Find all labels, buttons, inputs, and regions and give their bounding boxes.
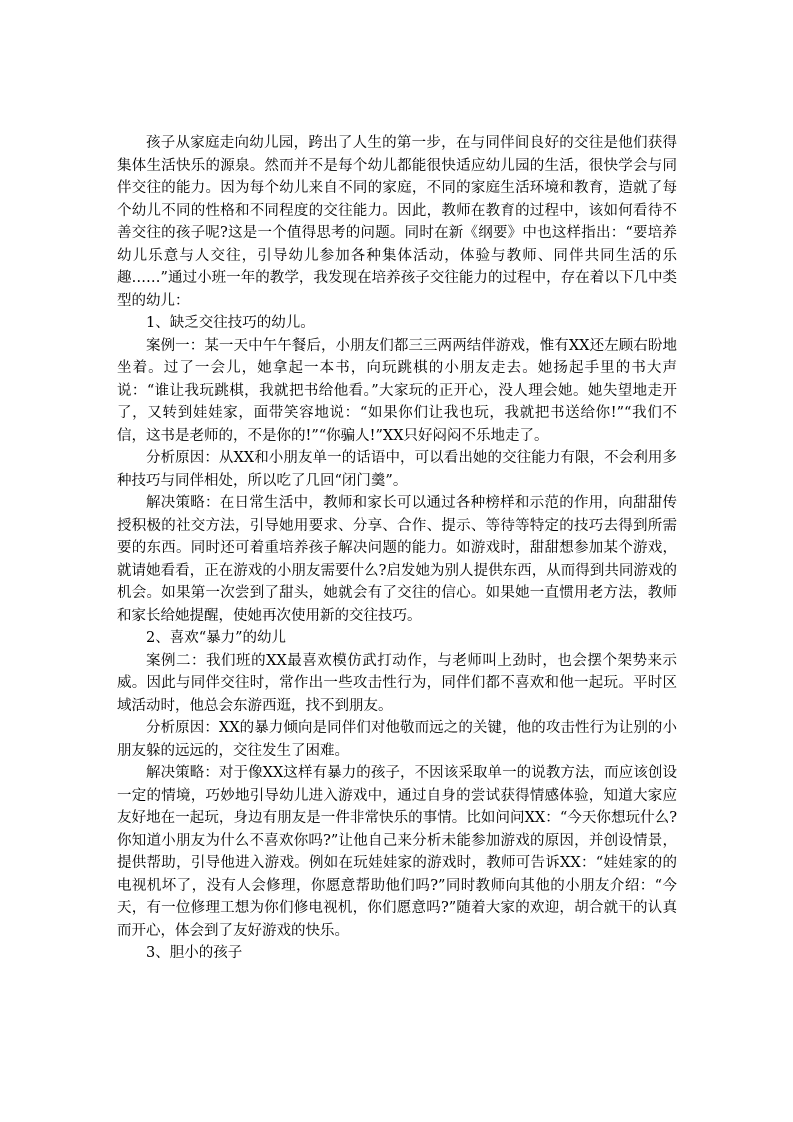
section-heading-3: 3、胆小的孩子 bbox=[146, 945, 243, 961]
strategy-paragraph-1: 解决策略：在日常生活中，教师和家长可以通过各种榜样和示范的作用，向甜甜传授积极的社交方法，引导她用要求、分享、合作、提示、等待等特定的技巧去得到所需要的东西。同时还可着重培养孩子解决问题的能力。如游戏时，甜甜想参加某个游戏，就请她看看，正在游戏的小朋友需要什么?启发她为别人提供东西，从而得到共同游戏的机会。如果第一次尝到了甜头，她就会有了交往的信心。如果她一直惯用老方法，教师和家长给她提醒，使她再次使用新的交往技巧。 bbox=[117, 495, 677, 624]
case-paragraph-1: 案例一：某一天中午午餐后，小朋友们都三三两两结伴游戏，惟有XX还左顾右盼地坐着。过了一会儿，她拿起一本书，向玩跳棋的小朋友走去。她扬起手里的书大声说：“谁让我玩跳棋，我就把书给他看。”大家玩的正开心，没人理会她。她失望地走开了，又转到娃娃家，面带笑容地说：“如果你们让我也玩，我就把书送给你!”“我们不信，这书是老师的，不是你的!”“你骗人!”XX只好闷闷不乐地走了。 bbox=[117, 337, 677, 444]
analysis-paragraph-1: 分析原因：从XX和小朋友单一的话语中，可以看出她的交往能力有限，不会利用多种技巧与同伴相处，所以吃了几回“闭门羹”。 bbox=[117, 450, 677, 489]
case-paragraph-2: 案例二：我们班的XX最喜欢模仿武打动作，与老师叫上劲时，也会摆个架势来示威。因此与同伴交往时，常作出一些攻击性行为，同伴们都不喜欢和他一起玩。平时区域活动时，他总会东游西逛，找不到朋友。 bbox=[117, 652, 677, 714]
intro-paragraph: 孩子从家庭走向幼儿园，跨出了人生的第一步，在与同伴间良好的交往是他们获得集体生活快乐的源泉。然而并不是每个幼儿都能很快适应幼儿园的生活，很快学会与同伴交往的能力。因为每个幼儿来自不同的家庭，不同的家庭生活环境和教育，造就了每个幼儿不同的性格和不同程度的交往能力。因此，教师在教育的过程中，该如何看待不善交往的孩子呢?这是一个值得思考的问题。同时在新《纲要》中也这样指出：“要培养幼儿乐意与人交往，引导幼儿参加各种集体活动，体验与教师、同伴共同生活的乐趣……”通过小班一年的教学，我发现在培养孩子交往能力的过程中，存在着以下几中类型的幼儿： bbox=[117, 135, 677, 309]
section-heading-2: 2、喜欢“暴力”的幼儿 bbox=[146, 630, 287, 646]
document-body bbox=[117, 132, 677, 965]
analysis-paragraph-2: 分析原因：XX的暴力倾向是同伴们对他敬而远之的关键，他的攻击性行为让别的小朋友躲的远远的，交往发生了困难。 bbox=[117, 720, 677, 759]
strategy-paragraph-2: 解决策略：对于像XX这样有暴力的孩子，不因该采取单一的说教方法，而应该创设一定的情境，巧妙地引导幼儿进入游戏中，通过自身的尝试获得情感体验，知道大家应友好地在一起玩，身边有朋友是一件非常快乐的事情。比如问问XX：“今天你想玩什么?你知道小朋友为什么不喜欢你吗?”让他自己来分析未能参加游戏的原因，并创设情景，提供帮助，引导他进入游戏。例如在玩娃娃家的游戏时，教师可告诉XX：“娃娃家的的电视机坏了，没有人会修理，你愿意帮助他们吗?”同时教师向其他的小朋友介绍：“今天，有一位修理工想为你们修电视机，你们愿意吗?”随着大家的欢迎，胡合就干的认真而开心，体会到了友好游戏的快乐。 bbox=[117, 765, 677, 939]
section-heading-1: 1、缺乏交往技巧的幼儿。 bbox=[146, 315, 315, 331]
